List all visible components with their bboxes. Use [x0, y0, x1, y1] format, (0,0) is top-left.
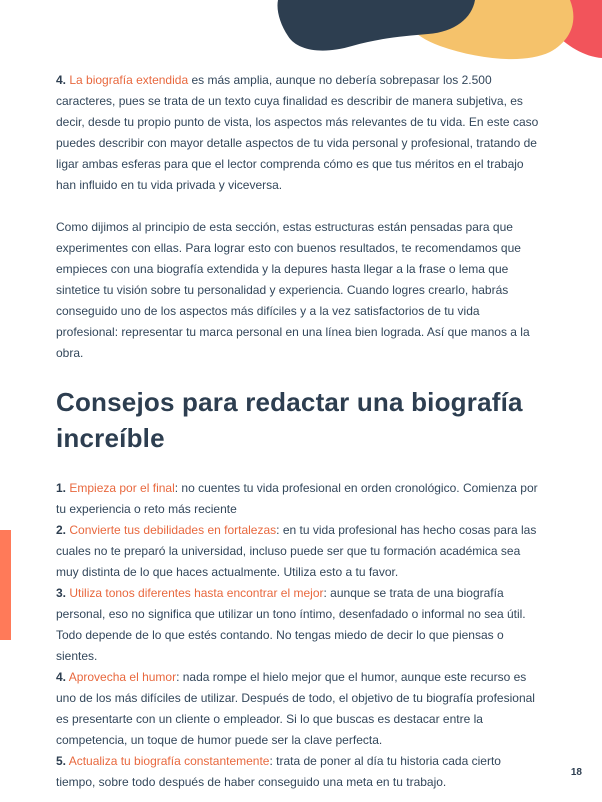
- tip-item: [56, 520, 542, 583]
- section-heading: Consejos para redactar una biografía increíble: [56, 387, 523, 453]
- tip-number: 2.: [56, 523, 67, 537]
- tip-text: : aunque se trata de una biografía personal, eso no significa que utilizar un tono íntimo, desenfadado o informal no sea útil. Todo depende de lo que estés contando. No tengas miedo de decir lo que piensas o sientes.: [56, 586, 526, 663]
- decorative-blobs: [0, 0, 602, 70]
- side-accent-bar: [0, 530, 11, 640]
- tip-title: Utiliza tonos diferentes hasta encontrar el mejor: [69, 586, 324, 600]
- page-number: 18: [570, 767, 582, 778]
- tip-number: 5.: [56, 754, 67, 768]
- item-title: La biografía extendida: [69, 73, 189, 87]
- tip-item: [56, 751, 542, 793]
- tip-text: : nada rompe el hielo mejor que el humor, aunque este recurso es uno de los más difíciles de utilizar. Después de todo, el objetivo de tu biografía profesional es presentarte con un cliente o empleador. Si lo que buscas es destacar entre la competencia, un toque de humor puede ser la clave perfecta.: [56, 670, 535, 747]
- tip-title: Actualiza tu biografía constantemente: [68, 754, 270, 768]
- tip-title: Aprovecha el humor: [68, 670, 177, 684]
- tips-list: [56, 478, 542, 793]
- tip-number: 1.: [56, 481, 67, 495]
- tip-text: : no cuentes tu vida profesional en orden cronológico. Comienza por tu experiencia o reto más reciente: [56, 481, 538, 516]
- item-number: 4.: [56, 73, 67, 87]
- tip-number: 4.: [56, 670, 67, 684]
- tip-item: [56, 583, 542, 667]
- page-content: [56, 70, 542, 793]
- tip-title: Convierte tus debilidades en fortalezas: [69, 523, 277, 537]
- tip-text: : trata de poner al día tu historia cada cierto tiempo, sobre todo después de haber conseguido una meta en tu trabajo.: [56, 754, 501, 789]
- intro-paragraph: Como dijimos al principio de esta sección, estas estructuras están pensadas para que experimentes con ellas. Para lograr esto con buenos resultados, te recomendamos que empieces con una biografía extendida y la depures hasta llegar a la frase o lema que sintetice tu visión sobre tu personalidad y experiencia. Cuando logres crearlo, habrás conseguido uno de los aspectos más difíciles y a la vez satisfactorios de tu vida profesional: representar tu marca personal en una línea bien lograda. Así que manos a la obra.: [56, 220, 530, 360]
- tip-text: : en tu vida profesional has hecho cosas para las cuales no te preparó la universidad, incluso puede ser que tu formación académica sea muy distinta de lo que haces actualmente. Utiliza esto a tu favor.: [56, 523, 537, 579]
- tip-item: [56, 667, 542, 751]
- tip-number: 3.: [56, 586, 67, 600]
- tip-title: Empieza por el final: [69, 481, 175, 495]
- biography-extended-paragraph: [56, 70, 542, 196]
- item-text: es más amplia, aunque no debería sobrepasar los 2.500 caracteres, pues se trata de un texto cuya finalidad es describir de manera subjetiva, es decir, desde tu propio punto de vista, los aspectos más relevantes de tu vida. En este caso puedes describir con mayor detalle aspectos de tu vida personal y profesional, tratando de ligar ambas esferas para que el lector comprenda cómo es que tus méritos en el trabajo han influido en tu vida privada y viceversa.: [56, 73, 539, 192]
- tip-item: [56, 478, 542, 520]
